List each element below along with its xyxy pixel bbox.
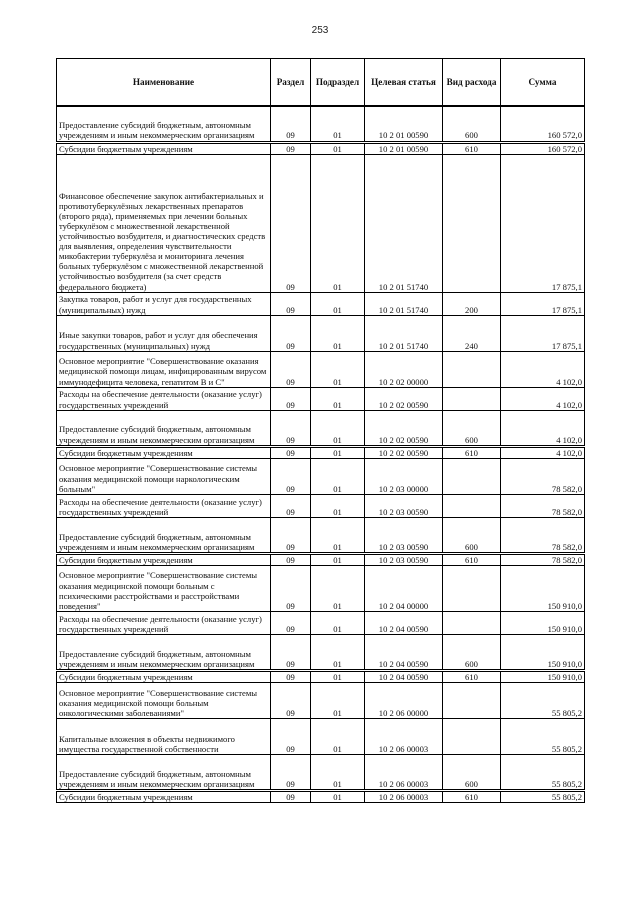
cell-section: 09: [271, 553, 311, 565]
cell-expense-type: [443, 458, 501, 494]
cell-section: 09: [271, 142, 311, 154]
cell-subsection: 01: [311, 410, 365, 446]
cell-target: 10 2 03 00590: [365, 494, 443, 517]
cell-amount: 78 582,0: [501, 458, 585, 494]
header-expense-type: Вид расхода: [443, 59, 501, 107]
cell-subsection: 01: [311, 387, 365, 410]
cell-subsection: 01: [311, 494, 365, 517]
cell-expense-type: 610: [443, 446, 501, 458]
cell-name: Основное мероприятие "Совершенствование системы оказания медицинской помощи больным онкологическими заболеваниями": [57, 682, 271, 718]
cell-subsection: 01: [311, 446, 365, 458]
cell-expense-type: [443, 682, 501, 718]
header-section: Раздел: [271, 59, 311, 107]
table-header-row: [57, 59, 585, 107]
cell-expense-type: 610: [443, 790, 501, 802]
cell-target: 10 2 06 00003: [365, 718, 443, 754]
cell-section: 09: [271, 292, 311, 315]
table-row: [57, 446, 585, 458]
cell-amount: 160 572,0: [501, 142, 585, 154]
cell-subsection: 01: [311, 315, 365, 351]
cell-name: Субсидии бюджетным учреждениям: [57, 142, 271, 154]
cell-subsection: 01: [311, 670, 365, 682]
cell-section: 09: [271, 494, 311, 517]
cell-section: 09: [271, 565, 311, 611]
table-row: [57, 517, 585, 553]
table-row: [57, 292, 585, 315]
cell-target: 10 2 04 00590: [365, 611, 443, 634]
cell-expense-type: [443, 565, 501, 611]
cell-section: 09: [271, 611, 311, 634]
table-row: [57, 553, 585, 565]
cell-subsection: 01: [311, 754, 365, 790]
table-row: [57, 410, 585, 446]
cell-amount: 78 582,0: [501, 517, 585, 553]
cell-amount: 17 875,1: [501, 315, 585, 351]
table-row: [57, 634, 585, 670]
cell-expense-type: [443, 611, 501, 634]
cell-subsection: 01: [311, 351, 365, 387]
cell-name: Субсидии бюджетным учреждениям: [57, 790, 271, 802]
header-amount: Сумма: [501, 59, 585, 107]
cell-expense-type: 610: [443, 670, 501, 682]
cell-name: Основное мероприятие "Совершенствование системы оказания медицинской помощи больным с психическими расстройствами и расстройствами поведения": [57, 565, 271, 611]
table-row: [57, 670, 585, 682]
cell-target: 10 2 03 00590: [365, 553, 443, 565]
cell-amount: 55 805,2: [501, 790, 585, 802]
header-subsection: Подраздел: [311, 59, 365, 107]
cell-expense-type: 610: [443, 553, 501, 565]
cell-section: 09: [271, 106, 311, 142]
cell-amount: 150 910,0: [501, 670, 585, 682]
cell-subsection: 01: [311, 682, 365, 718]
cell-subsection: 01: [311, 611, 365, 634]
cell-subsection: 01: [311, 154, 365, 292]
cell-name: Финансовое обеспечение закупок антибактериальных и противотуберкулёзных лекарственных препаратов (второго ряда), применяемых при лечении больных туберкулёзом с множественной лекарственной устойчивостью возбудителя, и диагностических средств для выявления, определения чувствительности микобактерии туберкулёза и мониторинга лечения больных туберкулёзом с множественной лекарственной устойчивостью возбудителя (за счет средств федерального бюджета): [57, 154, 271, 292]
cell-name: Расходы на обеспечение деятельности (оказание услуг) государственных учреждений: [57, 611, 271, 634]
cell-amount: 17 875,1: [501, 292, 585, 315]
cell-name: Субсидии бюджетным учреждениям: [57, 553, 271, 565]
cell-amount: 55 805,2: [501, 718, 585, 754]
cell-section: 09: [271, 718, 311, 754]
cell-target: 10 2 01 00590: [365, 106, 443, 142]
cell-expense-type: 610: [443, 142, 501, 154]
header-target: Целевая статья: [365, 59, 443, 107]
cell-section: 09: [271, 458, 311, 494]
table-row: [57, 315, 585, 351]
cell-amount: 17 875,1: [501, 154, 585, 292]
table-row: [57, 154, 585, 292]
table-row: [57, 790, 585, 802]
cell-name: Расходы на обеспечение деятельности (оказание услуг) государственных учреждений: [57, 387, 271, 410]
cell-target: 10 2 03 00590: [365, 517, 443, 553]
cell-name: Расходы на обеспечение деятельности (оказание услуг) государственных учреждений: [57, 494, 271, 517]
cell-section: 09: [271, 517, 311, 553]
cell-name: Иные закупки товаров, работ и услуг для обеспечения государственных (муниципальных) нужд: [57, 315, 271, 351]
cell-subsection: 01: [311, 142, 365, 154]
cell-amount: 4 102,0: [501, 446, 585, 458]
table-row: [57, 682, 585, 718]
cell-subsection: 01: [311, 634, 365, 670]
cell-name: Предоставление субсидий бюджетным, автономным учреждениям и иным некоммерческим организациям: [57, 634, 271, 670]
cell-section: 09: [271, 387, 311, 410]
cell-target: 10 2 01 51740: [365, 315, 443, 351]
cell-amount: 55 805,2: [501, 754, 585, 790]
cell-target: 10 2 02 00590: [365, 446, 443, 458]
cell-target: 10 2 06 00003: [365, 754, 443, 790]
cell-amount: 4 102,0: [501, 410, 585, 446]
cell-amount: 4 102,0: [501, 387, 585, 410]
cell-target: 10 2 02 00590: [365, 410, 443, 446]
cell-name: Основное мероприятие "Совершенствование оказания медицинской помощи лицам, инфицированным вирусом иммунодефицита человека, гепатитом B и C": [57, 351, 271, 387]
cell-amount: 150 910,0: [501, 611, 585, 634]
cell-subsection: 01: [311, 565, 365, 611]
cell-expense-type: 600: [443, 106, 501, 142]
cell-name: Предоставление субсидий бюджетным, автономным учреждениям и иным некоммерческим организациям: [57, 410, 271, 446]
cell-expense-type: 240: [443, 315, 501, 351]
cell-subsection: 01: [311, 106, 365, 142]
cell-name: Основное мероприятие "Совершенствование системы оказания медицинской помощи наркологическим больным": [57, 458, 271, 494]
table-row: [57, 494, 585, 517]
cell-section: 09: [271, 682, 311, 718]
cell-target: 10 2 02 00000: [365, 351, 443, 387]
cell-section: 09: [271, 154, 311, 292]
table-row: [57, 106, 585, 142]
cell-name: Закупка товаров, работ и услуг для государственных (муниципальных) нужд: [57, 292, 271, 315]
cell-amount: 150 910,0: [501, 634, 585, 670]
cell-expense-type: [443, 494, 501, 517]
cell-expense-type: [443, 387, 501, 410]
cell-section: 09: [271, 410, 311, 446]
cell-name: Капитальные вложения в объекты недвижимого имущества государственной собственности: [57, 718, 271, 754]
table-row: [57, 565, 585, 611]
table-row: [57, 142, 585, 154]
cell-section: 09: [271, 315, 311, 351]
cell-subsection: 01: [311, 517, 365, 553]
cell-target: 10 2 02 00590: [365, 387, 443, 410]
table-row: [57, 458, 585, 494]
cell-section: 09: [271, 446, 311, 458]
cell-target: 10 2 03 00000: [365, 458, 443, 494]
cell-amount: 4 102,0: [501, 351, 585, 387]
table-row: [57, 754, 585, 790]
cell-target: 10 2 04 00590: [365, 670, 443, 682]
cell-target: 10 2 04 00590: [365, 634, 443, 670]
cell-expense-type: 600: [443, 517, 501, 553]
table-row: [57, 387, 585, 410]
cell-expense-type: 200: [443, 292, 501, 315]
cell-subsection: 01: [311, 790, 365, 802]
table-row: [57, 611, 585, 634]
cell-expense-type: 600: [443, 410, 501, 446]
cell-amount: 55 805,2: [501, 682, 585, 718]
cell-section: 09: [271, 754, 311, 790]
cell-expense-type: [443, 718, 501, 754]
cell-name: Предоставление субсидий бюджетным, автономным учреждениям и иным некоммерческим организациям: [57, 106, 271, 142]
cell-target: 10 2 06 00003: [365, 790, 443, 802]
table-row: [57, 718, 585, 754]
cell-subsection: 01: [311, 458, 365, 494]
cell-name: Субсидии бюджетным учреждениям: [57, 446, 271, 458]
cell-subsection: 01: [311, 292, 365, 315]
cell-name: Субсидии бюджетным учреждениям: [57, 670, 271, 682]
cell-section: 09: [271, 670, 311, 682]
budget-table: [56, 58, 585, 803]
cell-target: 10 2 01 51740: [365, 292, 443, 315]
table-row: [57, 351, 585, 387]
cell-target: 10 2 01 51740: [365, 154, 443, 292]
cell-section: 09: [271, 634, 311, 670]
cell-expense-type: [443, 154, 501, 292]
page-number: 253: [311, 25, 329, 36]
cell-amount: 78 582,0: [501, 553, 585, 565]
cell-subsection: 01: [311, 553, 365, 565]
cell-target: 10 2 01 00590: [365, 142, 443, 154]
cell-expense-type: 600: [443, 754, 501, 790]
cell-target: 10 2 06 00000: [365, 682, 443, 718]
cell-target: 10 2 04 00000: [365, 565, 443, 611]
cell-name: Предоставление субсидий бюджетным, автономным учреждениям и иным некоммерческим организациям: [57, 517, 271, 553]
cell-section: 09: [271, 351, 311, 387]
cell-subsection: 01: [311, 718, 365, 754]
cell-section: 09: [271, 790, 311, 802]
header-name: Наименование: [57, 59, 271, 107]
cell-amount: 78 582,0: [501, 494, 585, 517]
cell-name: Предоставление субсидий бюджетным, автономным учреждениям и иным некоммерческим организациям: [57, 754, 271, 790]
cell-amount: 160 572,0: [501, 106, 585, 142]
cell-expense-type: 600: [443, 634, 501, 670]
cell-amount: 150 910,0: [501, 565, 585, 611]
cell-expense-type: [443, 351, 501, 387]
